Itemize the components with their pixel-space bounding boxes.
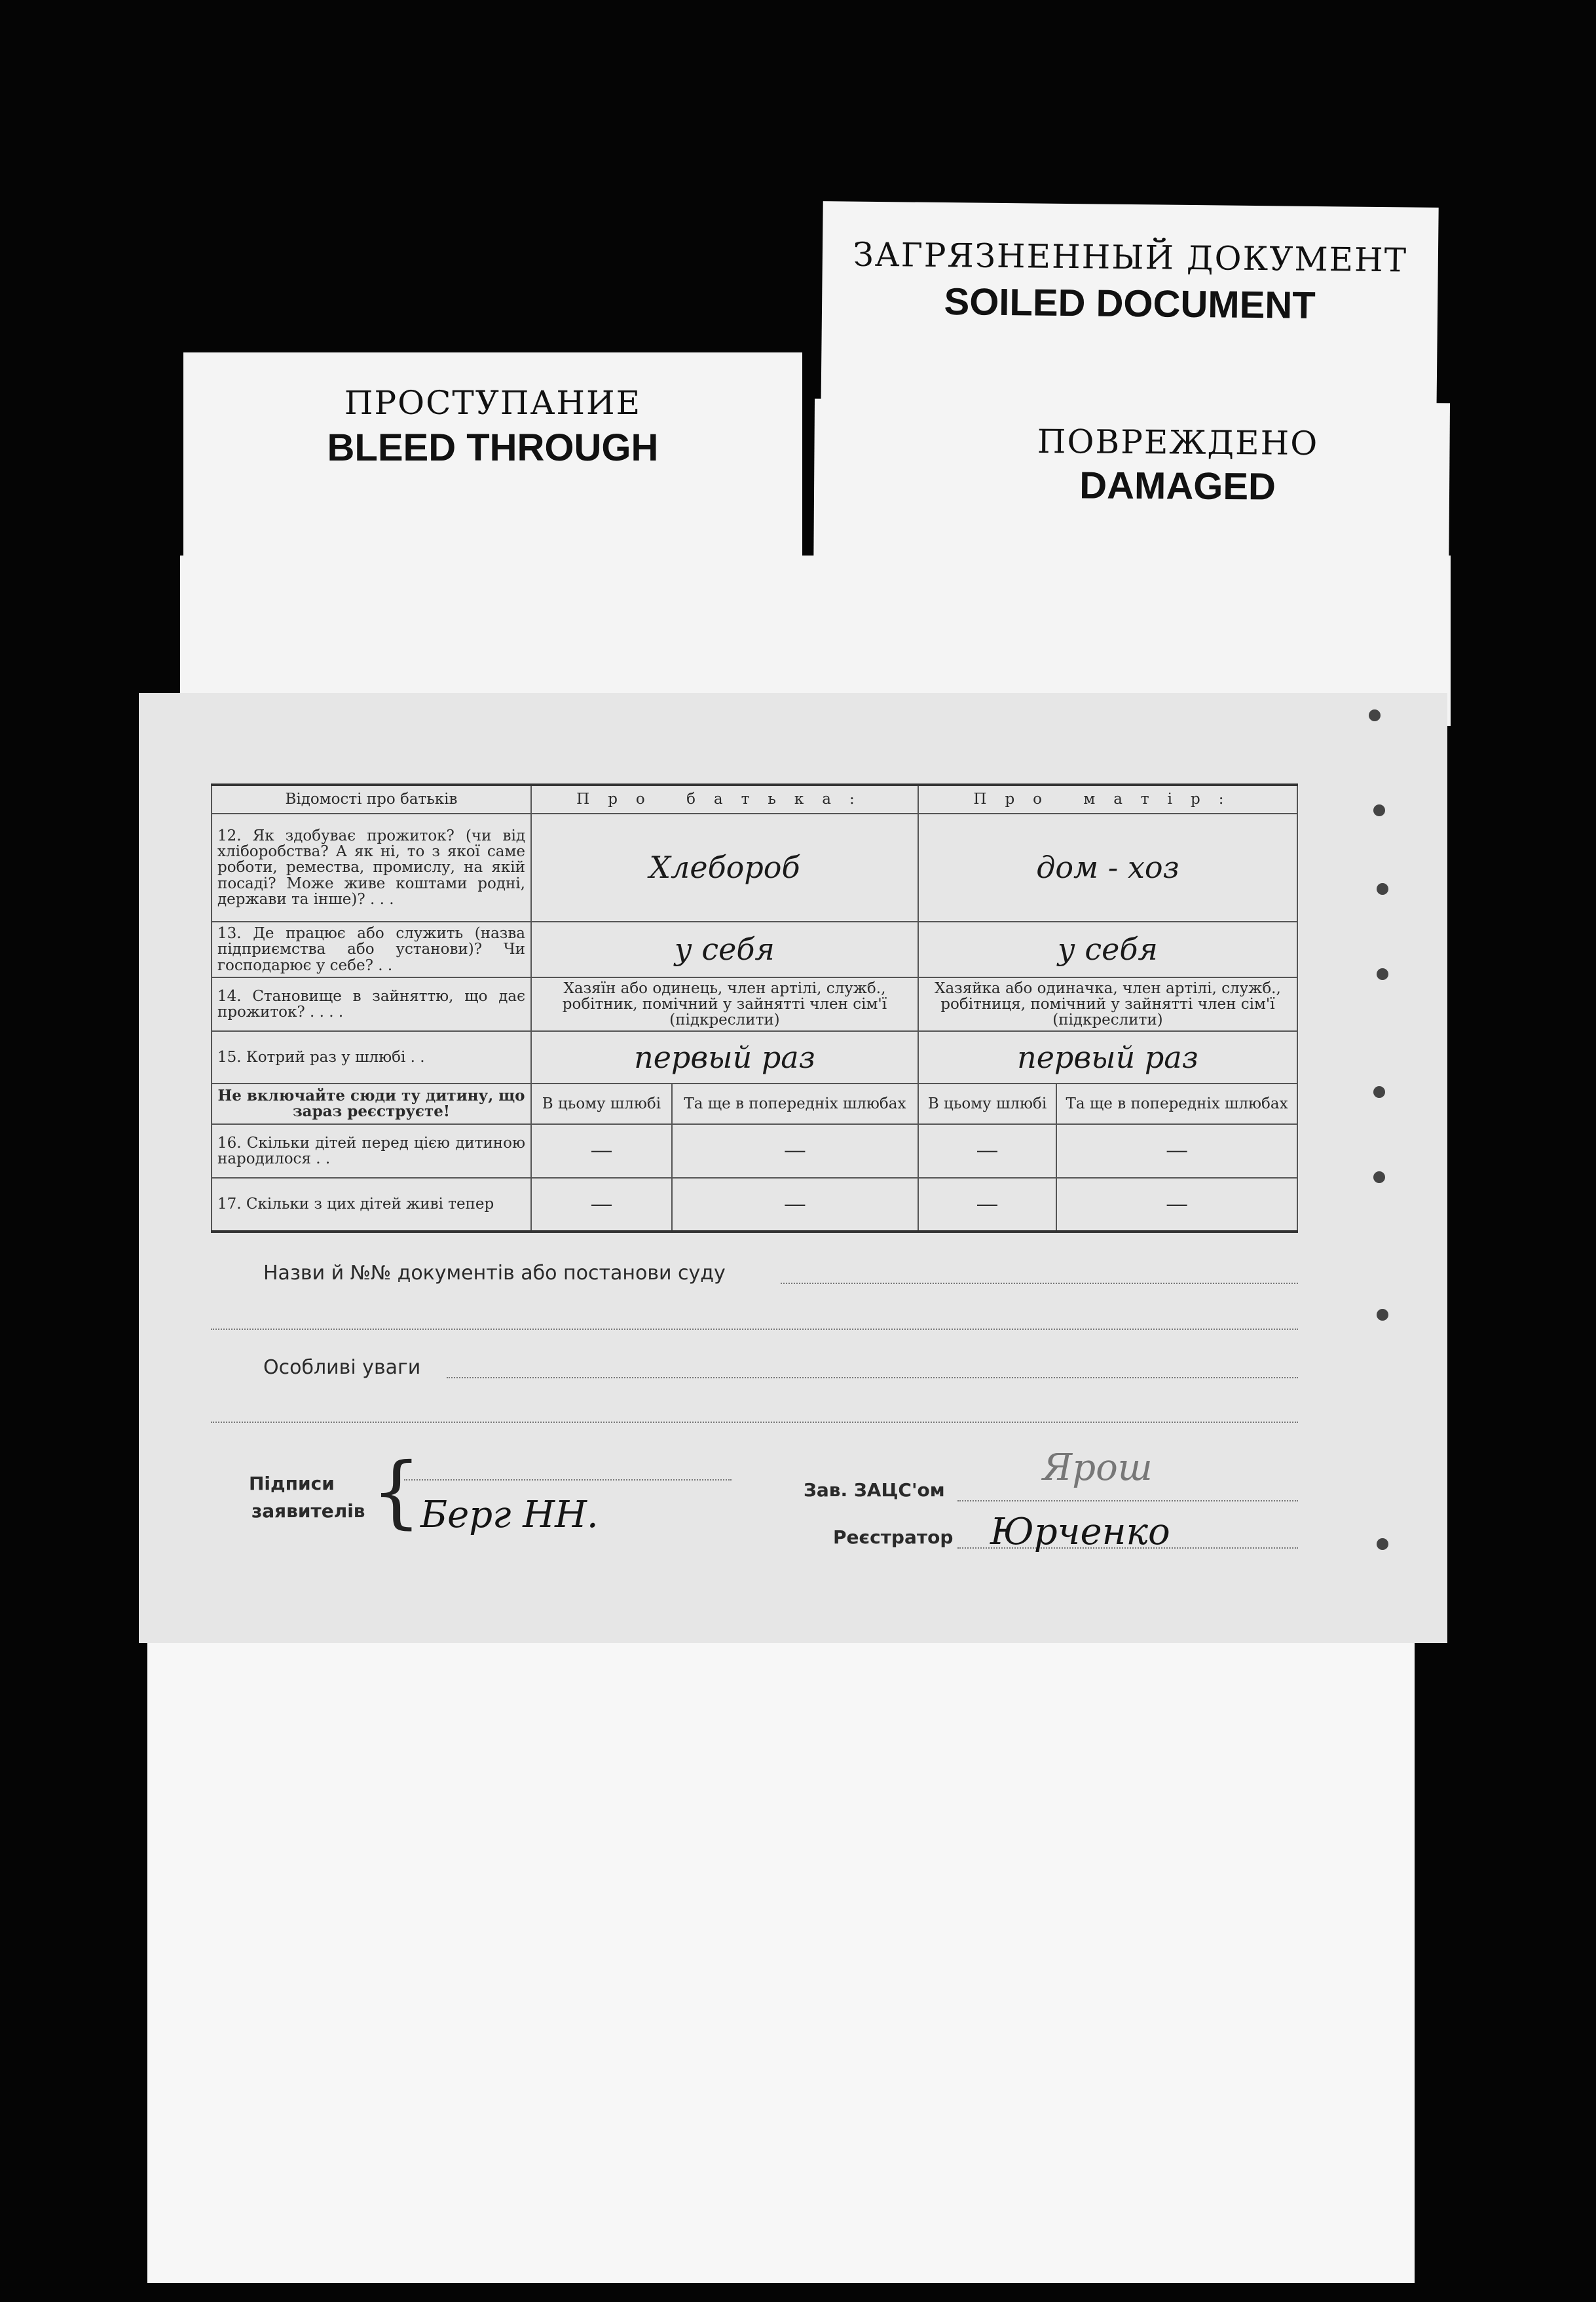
binding-hole xyxy=(1373,804,1385,816)
header-parents: Відомості про батьків xyxy=(212,785,531,814)
head-label: Зав. ЗАЦС'ом xyxy=(804,1479,945,1501)
children-born-3: — xyxy=(918,1124,1056,1178)
soiled-label-ru: ЗАГРЯЗНЕННЫЙ ДОКУМЕНТ xyxy=(853,235,1408,280)
mother-previous-marriages-header: Та ще в попередніх шлюбах xyxy=(1056,1084,1297,1124)
signature-brace: { xyxy=(371,1446,422,1538)
damaged-label-ru: ПОВРЕЖДЕНО xyxy=(1037,422,1319,462)
children-alive-1: — xyxy=(531,1178,672,1232)
documents-label: Назви й №№ документів або постанови суду xyxy=(263,1262,726,1285)
binding-hole xyxy=(1373,1171,1385,1183)
remarks-line-2 xyxy=(211,1422,1298,1423)
registrar-signature: Юрченко xyxy=(990,1511,1170,1553)
bleed-through-card xyxy=(183,352,802,575)
mother-this-marriage-header: В цьому шлюбі xyxy=(918,1084,1056,1124)
parents-info-table xyxy=(211,783,1298,1233)
father-occupation: Хлебороб xyxy=(531,814,918,922)
children-alive-2: — xyxy=(672,1178,918,1232)
binding-hole xyxy=(1377,1309,1388,1321)
damaged-card xyxy=(813,399,1450,594)
bleed-label-ru: ПРОСТУПАНИЕ xyxy=(344,384,642,422)
children-alive-3: — xyxy=(918,1178,1056,1232)
documents-line xyxy=(781,1283,1298,1284)
children-born-1: — xyxy=(531,1124,672,1178)
mother-position-options: Хазяйка або одиначка, член артілі, служб., робітниця, помічний у зайнятті член сім'ї (підкреслити) xyxy=(918,977,1297,1031)
children-born-4: — xyxy=(1056,1124,1297,1178)
binding-hole xyxy=(1377,1538,1388,1550)
binding-hole xyxy=(1377,968,1388,980)
binding-hole xyxy=(1377,883,1388,895)
question-12: 12. Як здобуває прожиток? (чи від хліборобства? А як ні, то з якої саме роботи, ремества, промислу, на якій посаді? Може живе коштами родні, держави та інше)? . . . xyxy=(212,814,531,922)
remarks-line xyxy=(447,1377,1298,1378)
damaged-label-en: DAMAGED xyxy=(1079,464,1276,508)
header-mother: Про матір: xyxy=(918,785,1297,814)
documents-line-2 xyxy=(211,1329,1298,1330)
father-previous-marriages-header: Та ще в попередніх шлюбах xyxy=(672,1084,918,1124)
father-marriage-count: первый раз xyxy=(531,1031,918,1084)
binding-hole xyxy=(1369,709,1381,721)
children-born-2: — xyxy=(672,1124,918,1178)
applicant-line-1 xyxy=(404,1479,732,1481)
question-13: 13. Де працює або служить (назва підприємства або установи)? Чи господарює у себе? . . xyxy=(212,922,531,977)
mother-marriage-count: первый раз xyxy=(918,1031,1297,1084)
registrar-label: Реєстратор xyxy=(833,1526,954,1548)
exclusion-note: Не включайте сюди ту дитину, що зараз реєструєте! xyxy=(212,1084,531,1124)
mother-workplace: у себя xyxy=(918,922,1297,977)
children-alive-4: — xyxy=(1056,1178,1297,1232)
remarks-label: Особливі уваги xyxy=(263,1356,421,1379)
back-sheet xyxy=(147,1598,1415,2283)
head-line xyxy=(957,1500,1298,1501)
father-position-options: Хазяїн або одинець, член артілі, служб., робітник, помічний у зайнятті член сім'ї (підкреслити) xyxy=(531,977,918,1031)
applicant-signature: Берг НН. xyxy=(420,1494,599,1536)
mother-occupation: дом - хоз xyxy=(918,814,1297,922)
registration-form xyxy=(139,693,1447,1643)
soiled-document-card xyxy=(821,201,1438,424)
question-16: 16. Скільки дітей перед цією дитиною народилося . . xyxy=(212,1124,531,1178)
father-this-marriage-header: В цьому шлюбі xyxy=(531,1084,672,1124)
applicants-label-1: Підписи xyxy=(249,1473,335,1494)
question-14: 14. Становище в зайняттю, що дає прожиток? . . . . xyxy=(212,977,531,1031)
soiled-label-en: SOILED DOCUMENT xyxy=(944,280,1316,327)
binding-hole xyxy=(1373,1086,1385,1098)
head-signature: Ярош xyxy=(1043,1446,1153,1489)
bleed-label-en: BLEED THROUGH xyxy=(327,426,659,469)
question-15: 15. Котрий раз у шлюбі . . xyxy=(212,1031,531,1084)
father-workplace: у себя xyxy=(531,922,918,977)
applicants-label-2: заявителів xyxy=(251,1500,365,1522)
question-17: 17. Скільки з цих дітей живі тепер xyxy=(212,1178,531,1232)
header-father: Про батька: xyxy=(531,785,918,814)
